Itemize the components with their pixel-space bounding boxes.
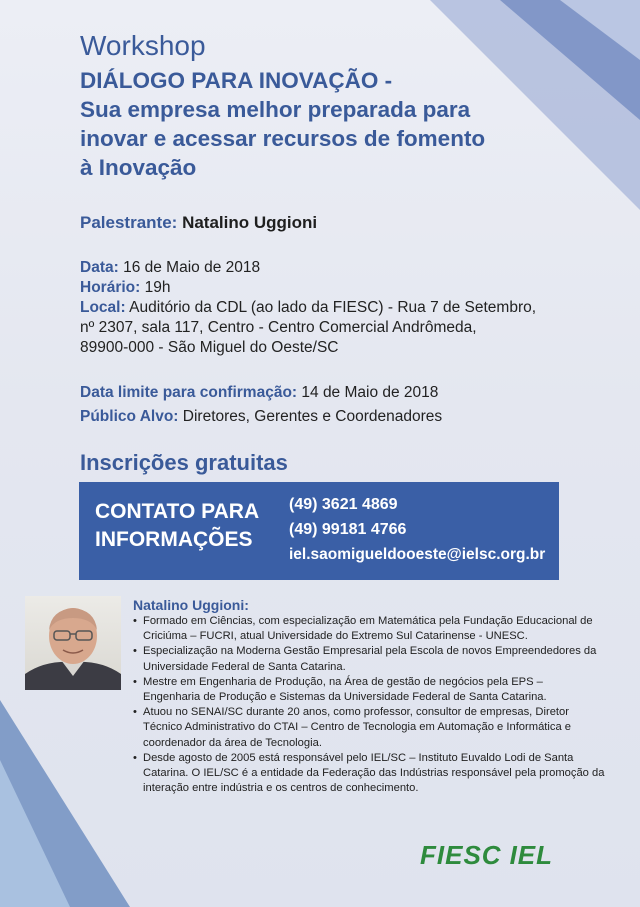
contact-title-line: CONTATO PARA: [95, 500, 260, 523]
phone-2[interactable]: (49) 99181 4766: [289, 521, 407, 538]
location-line-3: 89900-000 - São Miguel do Oeste/SC: [80, 339, 339, 356]
headline-line: à Inovação: [80, 155, 197, 180]
bio-line: • Desde agosto de 2005 está responsável pelo IEL/SC – Instituto Euvaldo Lodi de Santa: [143, 751, 574, 764]
deadline-value: 14 de Maio de 2018: [301, 384, 439, 401]
logo-iel: IEL: [509, 840, 554, 870]
contact-box: [79, 482, 559, 580]
bio-line: Engenharia de Produção e Sistemas da Universidade Federal de Santa Catarina.: [143, 691, 547, 704]
speaker-name: Natalino Uggioni: [182, 213, 318, 232]
audience-info: [80, 381, 442, 429]
audience-label: Público Alvo:: [80, 408, 179, 425]
speaker-label: Palestrante:: [80, 213, 178, 232]
speaker-line: [80, 213, 317, 233]
audience-line: [80, 405, 442, 429]
bio-line: coordenador da área de Tecnologia.: [143, 736, 322, 749]
logo-fiesc: FIESC: [420, 840, 502, 870]
bio-bullet: [133, 644, 623, 674]
contact-details: [289, 492, 545, 567]
bio-line: Criciúma – FUCRI, atual Universidade do Extremo Sul Catarinense - UNESC.: [143, 630, 528, 643]
bio-line: Universidade Federal de Santa Catarina.: [143, 660, 346, 673]
time-value: 19h: [144, 279, 171, 296]
fiesc-iel-logo: [420, 840, 553, 871]
bio-line: • Mestre em Engenharia de Produção, na Área de gestão de negócios pela EPS –: [143, 675, 543, 688]
contact-email[interactable]: iel.saomigueldooeste@ielsc.org.br: [289, 546, 546, 563]
bio-line: • Formado em Ciências, com especialização em Matemática pela Fundação Educacional de: [143, 615, 593, 627]
date-label: Data:: [80, 259, 119, 276]
event-info: [80, 258, 536, 358]
headline-line: Sua empresa melhor preparada para: [80, 97, 471, 122]
date-value: 16 de Maio de 2018: [123, 259, 261, 276]
location-line: [80, 298, 536, 318]
location-label: Local:: [80, 299, 126, 316]
headline-line: inovar e acessar recursos de fomento: [80, 126, 486, 151]
contact-title: [95, 498, 259, 554]
location-value: Auditório da CDL (ao lado da FIESC) - Rua 7 de Setembro,: [129, 299, 537, 316]
bio-bullet: [133, 705, 623, 751]
bio-line: • Especialização na Moderna Gestão Empresarial pela Escola de novos Empreendedores da: [143, 645, 597, 658]
bio-line: interação entre indústria e os centros de conhecimento.: [143, 782, 419, 795]
speaker-photo: [25, 596, 121, 690]
headline: [80, 66, 580, 182]
location-line-2: nº 2307, sala 117, Centro - Centro Comercial Andrômeda,: [80, 319, 477, 336]
registration-heading: Inscrições gratuitas: [80, 450, 288, 475]
bio-line: Catarina. O IEL/SC é a entidade da Federação das Indústrias responsável pela promoção da: [143, 767, 605, 780]
bio-bullet: [133, 675, 623, 705]
bio-line: Técnico Administrativo do CTAI – Centro de Tecnologia em Automação e Informática e: [143, 721, 572, 734]
date-line: [80, 258, 536, 278]
bio-bullet: [133, 751, 623, 797]
headline-line: DIÁLOGO PARA INOVAÇÃO -: [80, 68, 393, 93]
deadline-label: Data limite para confirmação:: [80, 384, 298, 401]
speaker-bio: [133, 597, 623, 796]
bio-name: Natalino Uggioni:: [133, 597, 249, 613]
audience-value: Diretores, Gerentes e Coordenadores: [182, 408, 443, 425]
time-label: Horário:: [80, 279, 141, 296]
bio-bullet: [133, 614, 623, 644]
time-line: [80, 278, 536, 298]
deadline-line: [80, 381, 442, 405]
bio-line: • Atuou no SENAI/SC durante 20 anos, como professor, consultor de empresas, Diretor: [143, 706, 569, 719]
contact-title-line: INFORMAÇÕES: [95, 528, 253, 551]
workshop-label: Workshop: [80, 30, 206, 61]
phone-1[interactable]: (49) 3621 4869: [289, 496, 398, 513]
speaker-portrait-icon: [25, 596, 121, 690]
